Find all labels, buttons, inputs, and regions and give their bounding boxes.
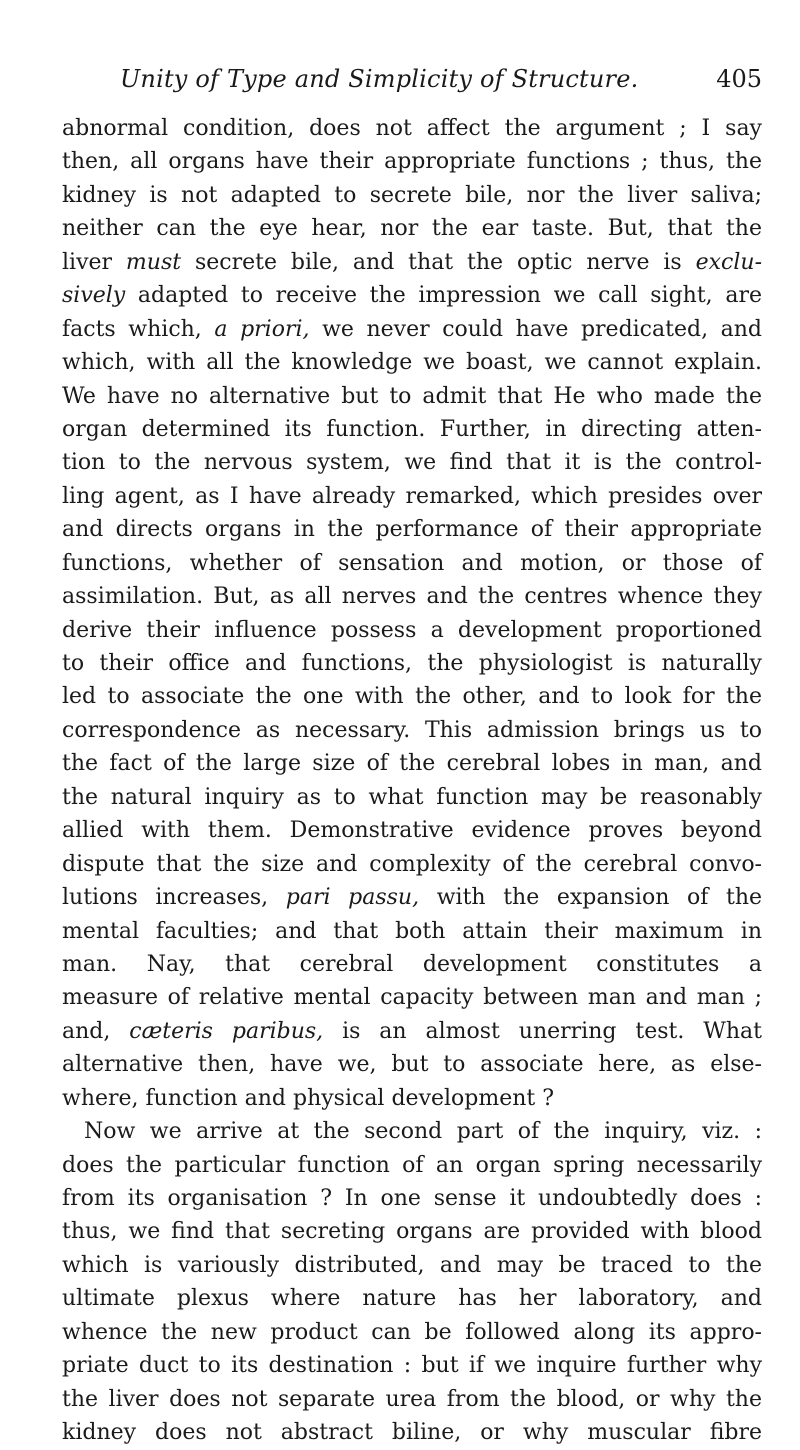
text-run: correspondence as necessary. This admission brings us to: [62, 717, 762, 743]
text-run: the natural inquiry as to what function may be reasonably: [62, 784, 762, 810]
text-run: lutions increases,: [62, 885, 286, 911]
text-line: [62, 513, 762, 546]
text-line: [62, 1416, 762, 1449]
text-run: kidney does not abstract biline, or why muscular fibre: [62, 1420, 762, 1446]
text-run: thus, we find that secreting organs are provided with blood: [62, 1219, 762, 1245]
italic-text-run: a priori,: [214, 316, 310, 342]
text-run: from its organisation ? In one sense it undoubtedly does :: [62, 1186, 762, 1211]
text-line: [62, 1215, 762, 1248]
text-run: led to associate the one with the other, and to look for the: [62, 684, 762, 710]
italic-text-run: must: [125, 249, 182, 275]
running-title: Unity of Type and Simplicity of Structure.: [120, 65, 639, 93]
text-line: [62, 1282, 762, 1315]
text-run: facts which,: [62, 316, 215, 342]
running-head: [62, 62, 762, 96]
text-run: allied with them. Demonstrative evidence proves beyond: [62, 818, 762, 844]
text-run: to their office and functions, the physiologist is naturally: [62, 651, 762, 676]
page-number: 405: [716, 65, 762, 93]
text-run: which, with all the knowledge we boast, we cannot explain.: [62, 350, 762, 376]
text-line: [62, 446, 762, 479]
text-run: then, all organs have their appropriate functions ; thus, the: [62, 149, 762, 175]
text-line: [62, 1149, 762, 1182]
text-line: [62, 346, 762, 379]
text-line: [62, 212, 762, 245]
text-line: [62, 313, 762, 346]
text-line: [62, 981, 762, 1014]
text-line: [62, 1115, 762, 1148]
text-line: [62, 614, 762, 647]
text-run: derive their influence possess a development proportioned: [62, 617, 762, 643]
text-line: [62, 814, 762, 847]
text-run: dispute that the size and complexity of the cerebral convo-: [62, 851, 762, 877]
text-line: [62, 714, 762, 747]
text-line: [62, 881, 762, 914]
text-run: and,: [62, 1018, 130, 1044]
text-run: tion to the nervous system, we find that it is the control-: [62, 450, 762, 476]
text-line: [62, 848, 762, 881]
text-run: man. Nay, that cerebral development constitutes a: [62, 951, 762, 977]
text-line: [62, 680, 762, 713]
text-run: Now we arrive at the second part of the inquiry, viz. :: [84, 1119, 762, 1145]
text-run: We have no alternative but to admit that He who made the: [62, 383, 762, 409]
text-run: adapted to receive the impression we call sight, are: [125, 283, 762, 309]
text-run: mental faculties; and that both attain their maximum in: [62, 918, 762, 944]
text-run: priate duct to its destination : but if we inquire further why: [62, 1353, 762, 1379]
text-line: [62, 380, 762, 413]
text-run: the liver does not separate urea from the blood, or why the: [62, 1386, 762, 1412]
text-line: [62, 480, 762, 513]
text-run: and directs organs in the performance of their appropriate: [62, 517, 762, 543]
text-run: assimilation. But, as all nerves and the centres whence they: [62, 584, 762, 610]
text-line: [62, 915, 762, 948]
text-run: secrete bile, and that the optic nerve is: [181, 249, 696, 275]
text-line: [62, 1082, 762, 1115]
text-line: [62, 413, 762, 446]
text-line: [62, 1182, 762, 1215]
text-run: kidney is not adapted to secrete bile, nor the liver saliva;: [62, 182, 762, 208]
text-run: functions, whether of sensation and motion, or those of: [62, 550, 762, 576]
text-line: [62, 279, 762, 312]
text-line: [62, 647, 762, 680]
text-line: [62, 112, 762, 145]
text-run: is an almost unerring test. What: [323, 1018, 762, 1044]
italic-text-run: sively: [62, 283, 126, 309]
text-run: abnormal condition, does not affect the argument ; I say: [62, 116, 762, 141]
text-run: neither can the eye hear, nor the ear taste. But, that the: [62, 216, 762, 242]
text-run: ling agent, as I have already remarked, which presides over: [62, 483, 762, 509]
italic-text-run: exclu-: [695, 249, 762, 275]
text-line: [62, 1316, 762, 1349]
text-line: [62, 1383, 762, 1416]
text-line: [62, 1015, 762, 1048]
text-line: [62, 781, 762, 814]
text-line: [62, 1048, 762, 1081]
text-line: [62, 580, 762, 613]
text-run: measure of relative mental capacity between man and man ;: [62, 985, 762, 1011]
text-run: where, function and physical development ?: [62, 1085, 555, 1111]
text-line: [62, 246, 762, 279]
text-line: [62, 547, 762, 580]
text-run: the fact of the large size of the cerebral lobes in man, and: [62, 751, 762, 777]
text-run: does the particular function of an organ spring necessarily: [62, 1152, 762, 1178]
text-run: organ determined its function. Further, in directing atten-: [62, 416, 762, 442]
text-line: [62, 1349, 762, 1382]
text-run: whence the new product can be followed along its appro-: [62, 1319, 762, 1345]
text-run: which is variously distributed, and may be traced to the: [62, 1252, 762, 1278]
italic-text-run: pari passu,: [285, 885, 420, 911]
text-line: [62, 145, 762, 178]
text-run: we never could have predicated, and: [309, 316, 762, 342]
text-run: alternative then, have we, but to associate here, as else-: [62, 1052, 762, 1078]
text-line: [62, 948, 762, 981]
text-run: ultimate plexus where nature has her laboratory, and: [62, 1286, 762, 1312]
italic-text-run: cæteris paribus,: [129, 1018, 324, 1044]
text-line: [62, 747, 762, 780]
body-text: [62, 112, 762, 1450]
text-run: with the expansion of the: [419, 885, 763, 911]
text-line: [62, 1249, 762, 1282]
text-line: [62, 179, 762, 212]
text-run: liver: [62, 249, 126, 275]
